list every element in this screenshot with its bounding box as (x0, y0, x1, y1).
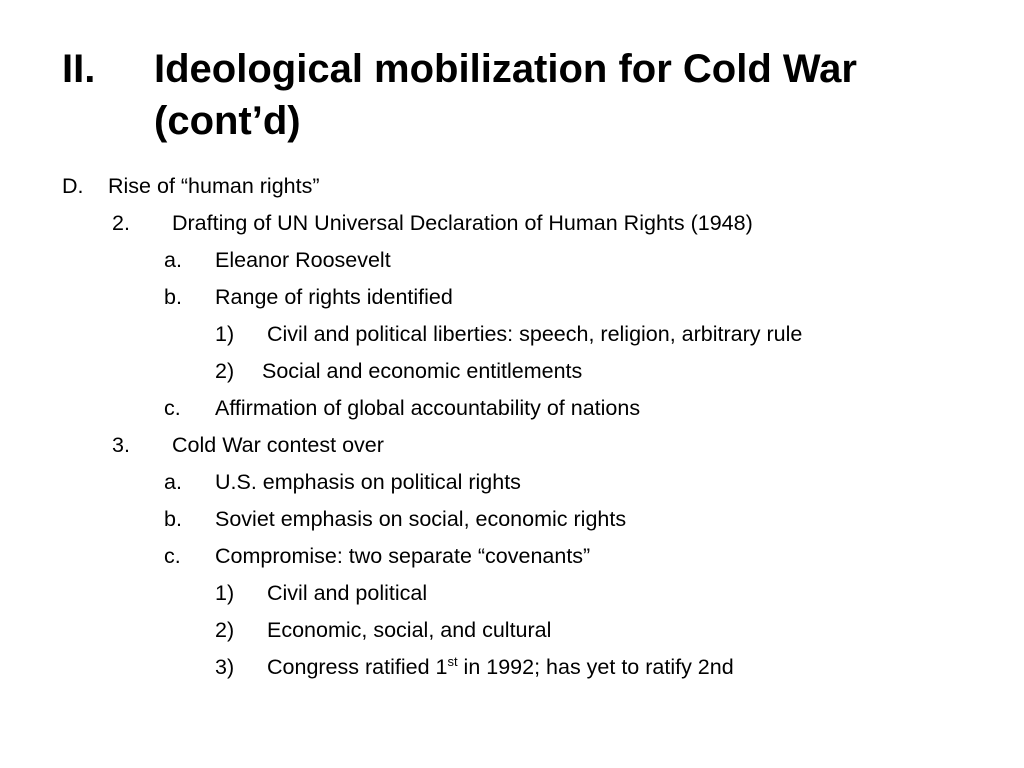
outline-item (0, 538, 1024, 575)
outline-label: Soviet emphasis on social, economic rights (215, 507, 627, 531)
outline-label: Rise of “human rights” (108, 174, 320, 198)
outline-item (0, 316, 1024, 353)
outline-marker: a. (164, 248, 182, 272)
outline-item (0, 279, 1024, 316)
outline-marker: b. (164, 285, 182, 309)
outline-label: Affirmation of global accountability of nations (215, 396, 641, 420)
label-text-after: in 1992; has yet to ratify 2nd (457, 655, 734, 679)
outline-item (0, 612, 1024, 649)
outline-item (0, 168, 1024, 205)
outline-marker: 2. (112, 211, 130, 235)
outline-marker: b. (164, 507, 182, 531)
outline-item (0, 464, 1024, 501)
outline-label: Eleanor Roosevelt (215, 248, 391, 272)
outline-item (0, 575, 1024, 612)
outline-label: Economic, social, and cultural (267, 618, 552, 642)
outline-marker: 2) (215, 618, 235, 642)
outline-item (0, 353, 1024, 390)
outline-item (0, 501, 1024, 538)
outline-label: Drafting of UN Universal Declaration of Human Rights (1948) (172, 211, 753, 235)
outline-item (0, 242, 1024, 279)
outline-item (0, 390, 1024, 427)
title-number: II. (62, 47, 96, 91)
outline-label: Cold War contest over (172, 433, 384, 457)
outline-marker: c. (164, 544, 181, 568)
outline-item (0, 649, 1024, 686)
slide-title (62, 43, 1002, 147)
outline-marker: 3. (112, 433, 130, 457)
outline-label: Compromise: two separate “covenants” (215, 544, 591, 568)
ordinal-superscript: st (447, 654, 458, 669)
outline-label: U.S. emphasis on political rights (215, 470, 521, 494)
outline-item (0, 205, 1024, 242)
outline-marker: a. (164, 470, 182, 494)
outline-label: Civil and political liberties: speech, religion, arbitrary rule (267, 322, 803, 346)
outline-list (0, 168, 1024, 686)
outline-marker: 3) (215, 655, 235, 679)
outline-marker: c. (164, 396, 181, 420)
outline-marker: 1) (215, 581, 235, 605)
outline-marker: 2) (215, 359, 235, 383)
title-text: Ideological mobilization for Cold War (cont’d) (154, 47, 857, 143)
label-text-before: Congress ratified 1 (267, 655, 448, 679)
outline-label: Range of rights identified (215, 285, 453, 309)
outline-label: Social and economic entitlements (262, 359, 583, 383)
outline-item (0, 427, 1024, 464)
outline-label (267, 649, 734, 688)
outline-marker: D. (62, 174, 84, 198)
outline-label: Civil and political (267, 581, 428, 605)
outline-marker: 1) (215, 322, 235, 346)
